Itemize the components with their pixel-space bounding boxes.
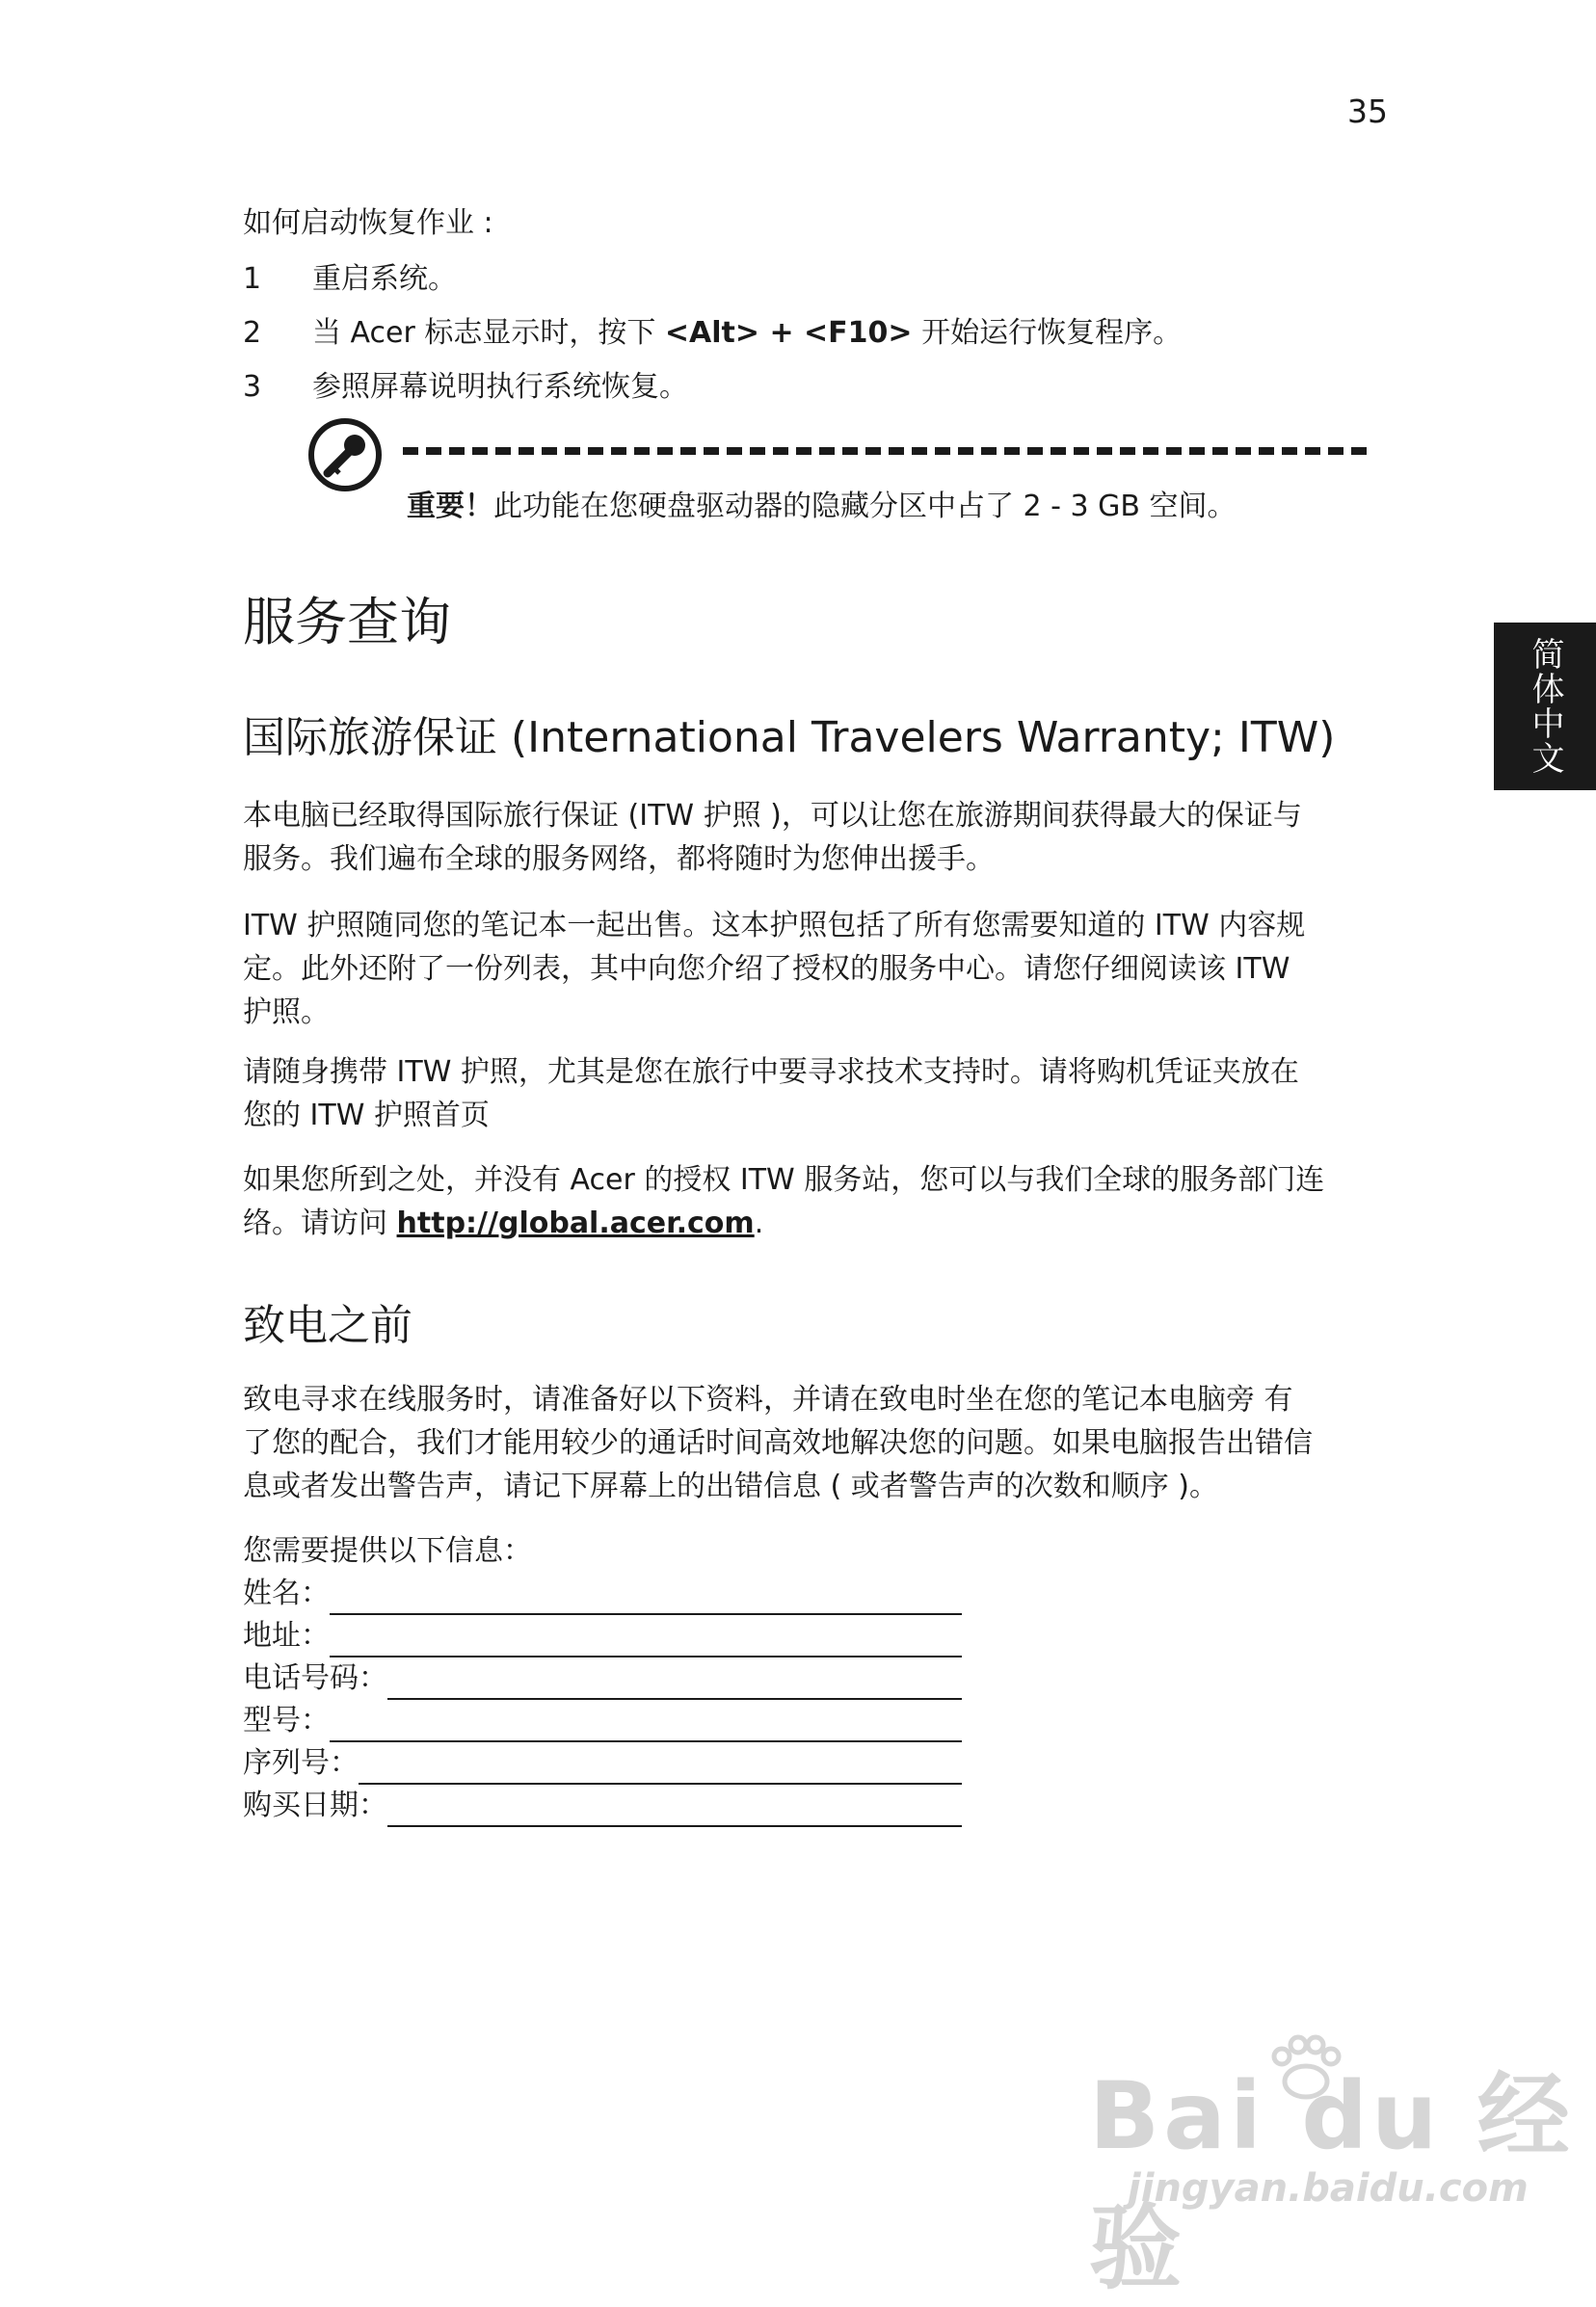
paragraph-line: 息或者发出警告声，请记下屏幕上的出错信息 ( 或者警告声的次数和顺序 )。 (243, 1470, 1219, 1503)
paragraph-line: 请随身携带 ITW 护照，尤其是您在旅行中要寻求技术支持时。请将购机凭证夹放在 (243, 1055, 1299, 1089)
form-field-name (243, 1573, 962, 1615)
form-field-serial (243, 1742, 962, 1785)
step-text (312, 312, 1182, 355)
form-field-model (243, 1700, 962, 1742)
form-field-label: 序列号： (243, 1746, 359, 1780)
section-title: 服务查询 (243, 592, 451, 652)
itw-heading: 国际旅游保证 (International Travelers Warranty; ITW) (243, 713, 1336, 762)
key-combination: <Alt> + <F10> (664, 316, 913, 350)
page-number: 35 (1347, 93, 1388, 130)
form-field-address (243, 1615, 962, 1657)
step-text-before: 当 Acer 标志显示时，按下 (312, 316, 665, 350)
paragraph-line: 护照。 (243, 995, 330, 1029)
itw-paragraph (243, 1158, 1380, 1245)
form-field-label: 型号： (243, 1704, 330, 1737)
form-field-label: 姓名： (243, 1577, 330, 1610)
watermark-brand: Bai du 经验 (1089, 2062, 1574, 2302)
important-note (407, 486, 1237, 528)
step-number: 2 (243, 316, 262, 350)
note-body: 此功能在您硬盘驱动器的隐藏分区中占了 2 - 3 GB 空间。 (493, 490, 1237, 523)
link-prefix: 络。请访问 (243, 1207, 397, 1240)
form-blank (387, 1665, 962, 1700)
form-field-label: 地址： (243, 1619, 330, 1653)
step-number: 1 (243, 262, 262, 296)
note-label: 重要！ (407, 490, 493, 523)
paragraph-line: 了您的配合，我们才能用较少的通话时间高效地解决您的问题。如果电脑报告出错信 (243, 1426, 1313, 1460)
form-field-purchase-date (243, 1785, 962, 1827)
itw-paragraph (243, 1050, 1380, 1137)
form-blank (330, 1580, 962, 1615)
form-intro: 您需要提供以下信息： (243, 1534, 532, 1568)
note-divider (403, 447, 1367, 455)
link-suffix: . (754, 1207, 764, 1240)
step-text: 参照屏幕说明执行系统恢复。 (312, 370, 688, 404)
form-blank (387, 1792, 962, 1827)
form-field-label: 电话号码： (243, 1661, 387, 1695)
language-side-tab (1494, 623, 1596, 790)
step-number: 3 (243, 370, 262, 404)
step-text-after: 开始运行恢复程序。 (912, 316, 1183, 350)
paragraph-line: ITW 护照随同您的笔记本一起出售。这本护照包括了所有您需要知道的 ITW 内容规 (243, 909, 1306, 942)
paragraph-line: 如果您所到之处，并没有 Acer 的授权 ITW 服务站，您可以与我们全球的服务部门连 (243, 1163, 1325, 1197)
itw-paragraph (243, 794, 1380, 881)
language-side-tab-label: 简体中文 (1526, 637, 1564, 776)
key-icon (306, 416, 384, 493)
paragraph-line: 您的 ITW 护照首页 (243, 1099, 490, 1132)
paragraph-line: 致电寻求在线服务时，请准备好以下资料，并请在致电时坐在您的笔记本电脑旁 有 (243, 1383, 1293, 1417)
itw-paragraph (243, 904, 1380, 1034)
paragraph-line: 服务。我们遍布全球的服务网络，都将随时为您伸出援手。 (243, 842, 995, 876)
step-text: 重启系统。 (312, 262, 457, 296)
acer-global-link[interactable]: http://global.acer.com (396, 1207, 755, 1240)
form-blank (330, 1623, 962, 1657)
form-field-label: 购买日期： (243, 1789, 387, 1822)
form-blank (359, 1750, 962, 1785)
form-blank (330, 1708, 962, 1742)
paragraph-line: 本电脑已经取得国际旅行保证 (ITW 护照 )，可以让您在旅游期间获得最大的保证与 (243, 799, 1302, 833)
recovery-intro: 如何启动恢复作业 : (243, 206, 493, 240)
form-field-phone (243, 1657, 962, 1700)
paragraph-line: 定。此外还附了一份列表，其中向您介绍了授权的服务中心。请您仔细阅读该 ITW (243, 952, 1290, 986)
watermark-url: jingyan.baidu.com (1128, 2166, 1529, 2211)
paragraph-line (243, 1202, 1380, 1245)
before-call-paragraph (243, 1378, 1380, 1508)
before-call-heading: 致电之前 (243, 1301, 412, 1350)
